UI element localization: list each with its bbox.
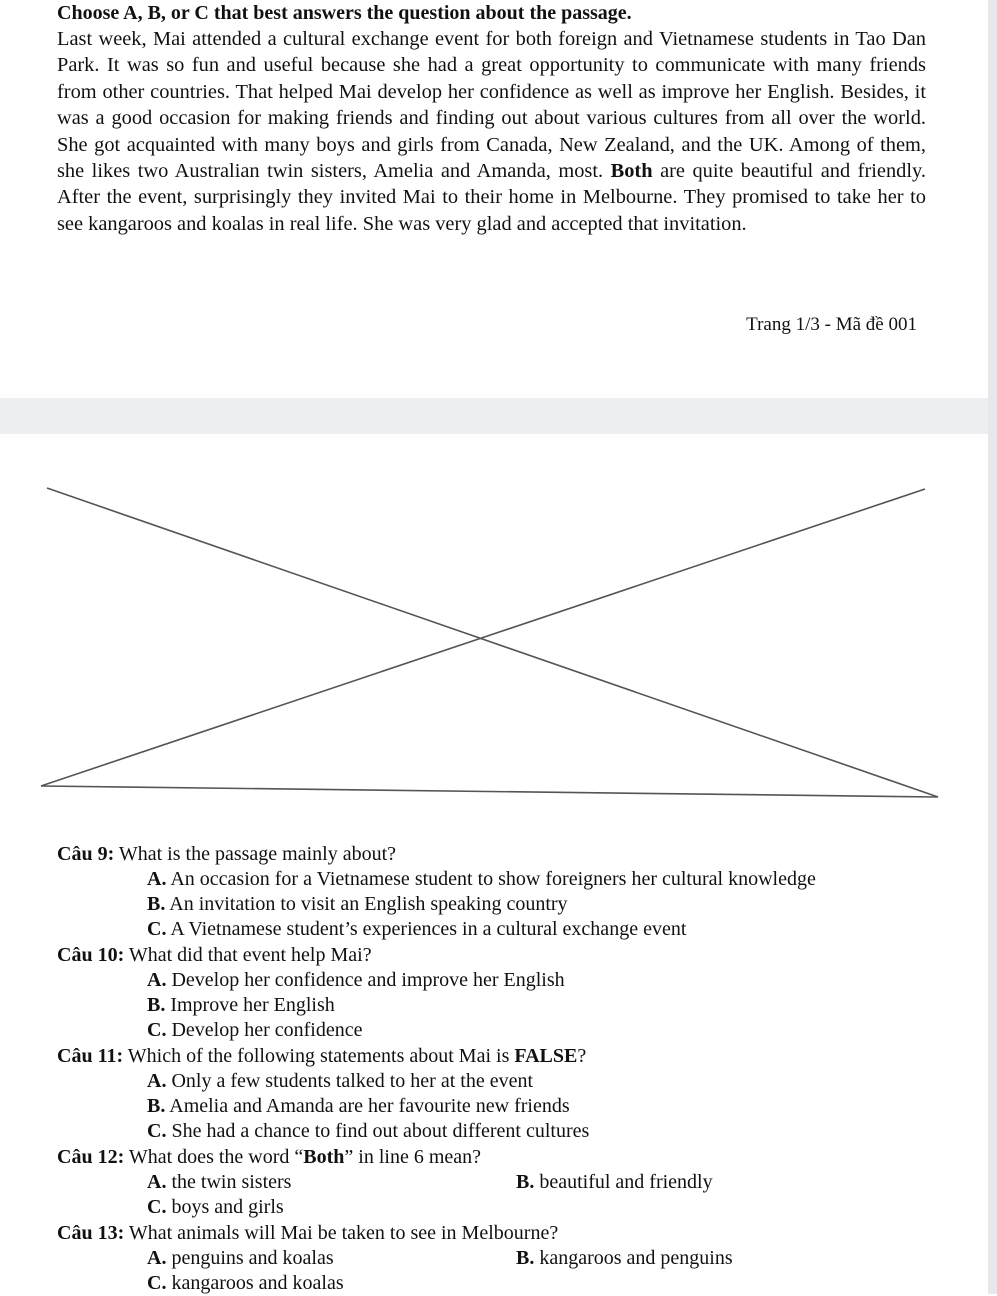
question-text: What did that event help Mai? <box>128 944 372 966</box>
question-label: Câu 11: <box>57 1045 124 1067</box>
option-letter: B. <box>147 1095 166 1117</box>
q11-option-c[interactable] <box>147 1119 589 1144</box>
passage-bold-word: Both <box>610 160 653 183</box>
q9-option-c[interactable] <box>147 917 686 942</box>
passage-text-end: are quite beautiful and friendly. After the event, surprisingly they invited Mai to their home in Melbourne. They promised to take her to see kangaroos and koalas in real life. She was very glad and accepted that invitation. <box>57 160 926 235</box>
passage-text-start: Last week, Mai attended a cultural exchange event for both foreign and Vietnamese students in Tao Dan Park. It was so fun and useful because she had a great opportunity to communicate with many friends from other countries. That helped Mai develop her confidence as well as improve her English. Besides, it was a good occasion for making friends and finding out about various cultures from all over the world. She got acquainted with many boys and girls from Canada, New Zealand, and the UK. Among of them, she likes two Australian twin sisters, Amelia and Amanda, most. <box>57 28 926 183</box>
q12-option-a[interactable] <box>147 1170 291 1195</box>
question-label: Câu 9: <box>57 843 115 865</box>
question-bold-word: FALSE <box>514 1045 578 1067</box>
option-letter: C. <box>147 1272 167 1294</box>
q12-option-b[interactable] <box>516 1170 713 1195</box>
question-9 <box>57 842 396 867</box>
option-text: kangaroos and koalas <box>171 1272 344 1294</box>
option-text: kangaroos and penguins <box>539 1247 733 1269</box>
page-footer: Trang 1/3 - Mã đề 001 <box>746 314 917 335</box>
question-text: What is the passage mainly about? <box>118 843 397 865</box>
q13-option-b[interactable] <box>516 1246 733 1271</box>
page-1 <box>0 0 988 398</box>
q10-option-c[interactable] <box>147 1018 362 1043</box>
option-text: Develop her confidence and improve her English <box>171 969 565 991</box>
q9-option-a[interactable] <box>147 867 816 892</box>
option-letter: A. <box>147 969 167 991</box>
question-text: What does the word “ <box>128 1146 304 1168</box>
question-13 <box>57 1221 558 1246</box>
question-bold-word: Both <box>303 1146 345 1168</box>
option-text: Improve her English <box>170 994 335 1016</box>
option-letter: C. <box>147 1019 167 1041</box>
cross-bottom-line <box>41 786 938 797</box>
question-text: Which of the following statements about Mai is <box>127 1045 510 1067</box>
q12-option-c[interactable] <box>147 1195 284 1220</box>
option-letter: B. <box>147 893 166 915</box>
option-letter: A. <box>147 1171 167 1193</box>
question-11 <box>57 1044 586 1069</box>
cross-line-2 <box>41 489 925 786</box>
reading-passage <box>57 26 926 237</box>
question-label: Câu 10: <box>57 944 125 966</box>
question-text: What animals will Mai be taken to see in Melbourne? <box>128 1222 559 1244</box>
option-letter: A. <box>147 1247 167 1269</box>
option-text: She had a chance to find out about different cultures <box>171 1120 590 1142</box>
page-separator <box>0 398 988 434</box>
question-label: Câu 13: <box>57 1222 125 1244</box>
page-2 <box>0 434 988 1294</box>
option-text: the twin sisters <box>171 1171 292 1193</box>
cross-line-1 <box>47 488 938 797</box>
question-text-end: ? <box>577 1045 587 1067</box>
option-text: boys and girls <box>171 1196 284 1218</box>
option-letter: B. <box>516 1247 535 1269</box>
option-text: Only a few students talked to her at the event <box>171 1070 534 1092</box>
option-letter: C. <box>147 1196 167 1218</box>
option-text: beautiful and friendly <box>539 1171 713 1193</box>
question-12 <box>57 1145 481 1170</box>
option-text: Develop her confidence <box>171 1019 363 1041</box>
q11-option-a[interactable] <box>147 1069 533 1094</box>
option-letter: C. <box>147 1120 167 1142</box>
q9-option-b[interactable] <box>147 892 568 917</box>
option-text: An invitation to visit an English speaking country <box>169 893 568 915</box>
option-text: A Vietnamese student’s experiences in a cultural exchange event <box>170 918 687 940</box>
q13-option-a[interactable] <box>147 1246 334 1271</box>
option-text: Amelia and Amanda are her favourite new friends <box>169 1095 570 1117</box>
option-letter: A. <box>147 868 167 890</box>
q10-option-a[interactable] <box>147 968 565 993</box>
q11-option-b[interactable] <box>147 1094 570 1119</box>
option-letter: B. <box>147 994 166 1016</box>
option-letter: C. <box>147 918 167 940</box>
option-text: An occasion for a Vietnamese student to show foreigners her cultural knowledge <box>170 868 816 890</box>
option-text: penguins and koalas <box>171 1247 334 1269</box>
option-letter: A. <box>147 1070 167 1092</box>
q13-option-c[interactable] <box>147 1271 344 1296</box>
viewer-scroll-track[interactable] <box>988 0 997 1294</box>
question-label: Câu 12: <box>57 1146 125 1168</box>
q10-option-b[interactable] <box>147 993 335 1018</box>
instruction-heading: Choose A, B, or C that best answers the question about the passage. <box>57 2 632 24</box>
question-10 <box>57 943 372 968</box>
option-letter: B. <box>516 1171 535 1193</box>
question-text-end: ” in line 6 mean? <box>344 1146 482 1168</box>
